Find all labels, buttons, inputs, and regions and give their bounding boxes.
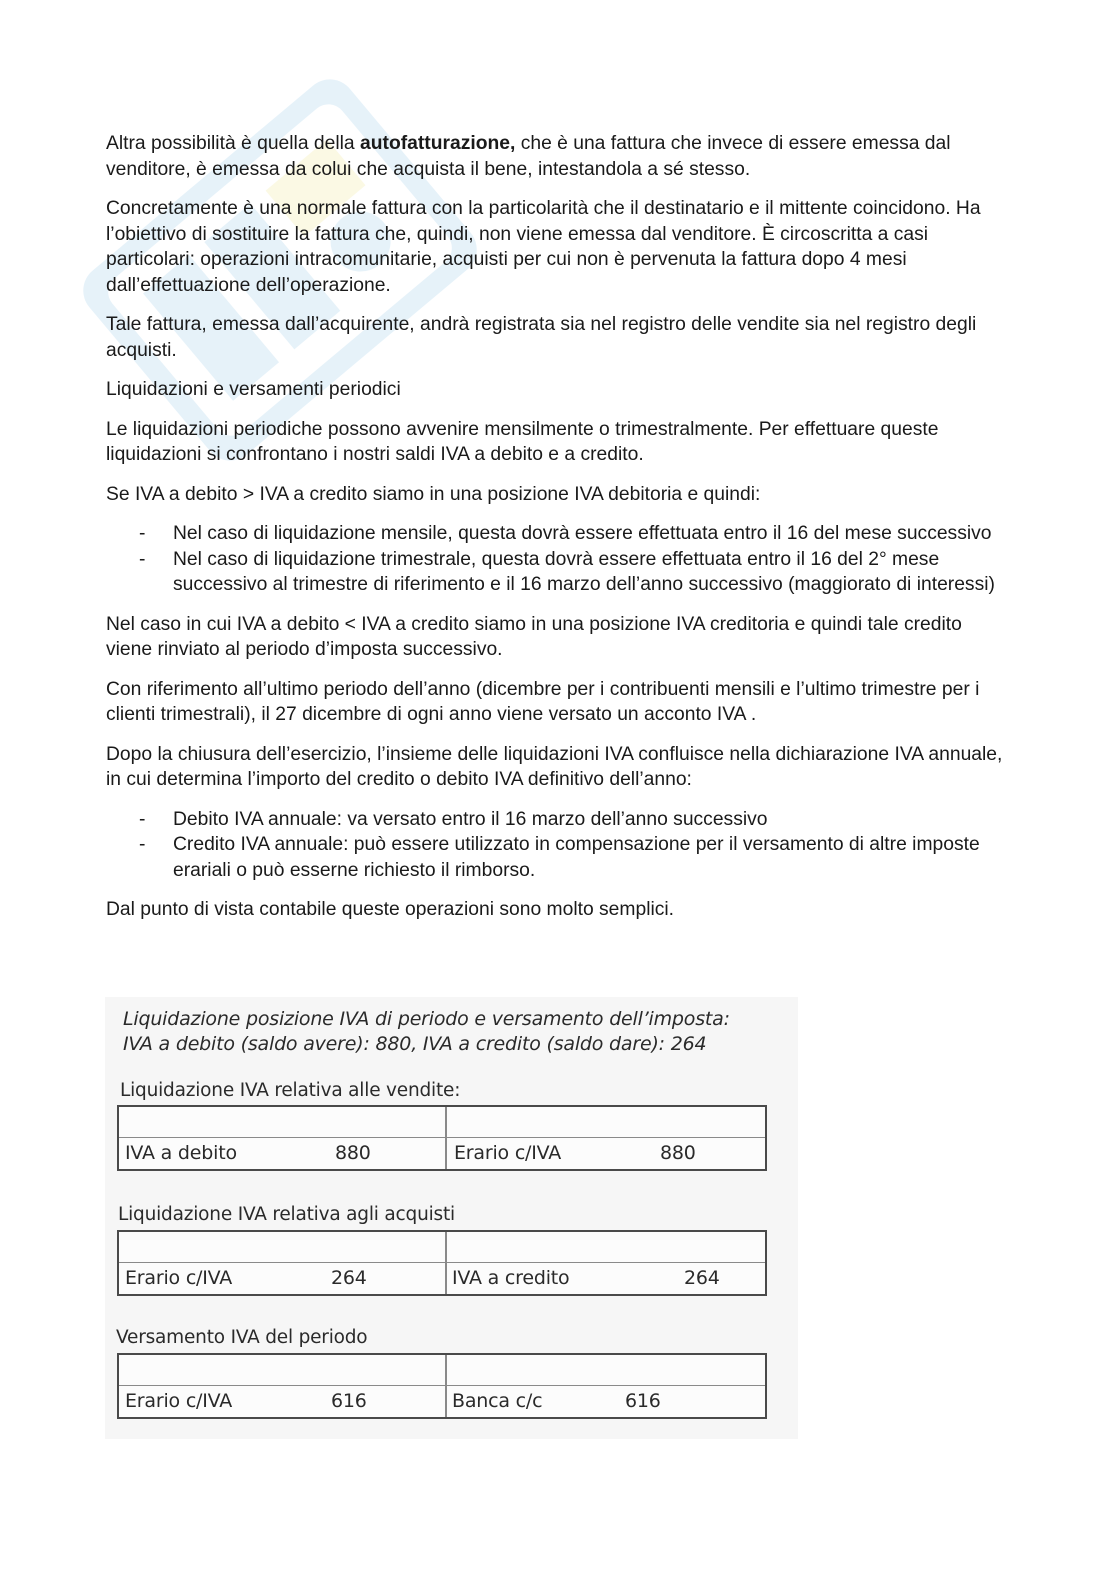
ledger-versamento (117, 1353, 767, 1419)
ledger-caption-acquisti: Liquidazione IVA relativa agli acquisti (118, 1204, 455, 1225)
paragraph-concretamente: Concretamente è una normale fattura con la particolarità che il destinatario e il mittente coincidono. Ha l’obiettivo di sostituire la fattura che, quindi, non viene emessa dal venditore. È circoscritta a casi particolari: operazioni intracomunitarie, acquisti per cui non è pervenuta la fattura dopo 4 mesi dall’effettuazione dell’operazione. (106, 198, 981, 296)
ledger-right-account: Banca c/c (452, 1390, 543, 1412)
ledger-right-account: IVA a credito (452, 1267, 570, 1289)
list-item: - Credito IVA annuale: può essere utilizzato in compensazione per il versamento di altre imposte erariali o può esserne richiesto il rimborso. (139, 834, 980, 881)
section-heading: Liquidazioni e versamenti periodici (106, 379, 401, 400)
paragraph-dichiarazione: Dopo la chiusura dell’esercizio, l’insieme delle liquidazioni IVA confluisce nella dichiarazione IVA annuale, in cui determina l’importo del credito o debito IVA definitivo dell’anno: (106, 743, 1003, 790)
ledger-figure (105, 997, 798, 1439)
paragraph-contabile: Dal punto di vista contabile queste operazioni sono molto semplici. (106, 899, 675, 920)
figure-intro: Liquidazione posizione IVA di periodo e versamento dell’imposta: IVA a debito (saldo avere): 880, IVA a credito (saldo dare): 264 (123, 1008, 730, 1055)
ledger-right-amount: 264 (684, 1267, 720, 1289)
list-debitoria (106, 521, 1011, 598)
ledger-right-account: Erario c/IVA (454, 1142, 562, 1164)
ledger-acquisti (117, 1230, 767, 1296)
ledger-right-amount: 616 (625, 1390, 661, 1412)
ledger-left-amount: 264 (331, 1267, 367, 1289)
paragraph-liquidazioni: Le liquidazioni periodiche possono avvenire mensilmente o trimestralmente. Per effettuare queste liquidazioni si confrontano i nostri saldi IVA a debito e a credito. (106, 418, 939, 465)
list-annuale (106, 807, 1011, 884)
ledger-left-account: Erario c/IVA (125, 1267, 233, 1289)
term-autofatturazione: autofatturazione, (360, 133, 516, 154)
list-item: - Nel caso di liquidazione trimestrale, questa dovrà essere effettuata entro il 16 del 2° mese successivo al trimestre di riferimento e il 16 marzo dell’anno successivo (maggiorato di interessi) (139, 548, 995, 595)
document-body (106, 131, 1011, 937)
ledger-left-amount: 616 (331, 1390, 367, 1412)
paragraph-autofatturazione: Altra possibilità è quella della autofatturazione, che è una fattura che invece di essere emessa dal venditore, è emessa da colui che acquista il bene, intestandola a sé stesso. (106, 133, 951, 180)
ledger-right-amount: 880 (660, 1142, 696, 1164)
paragraph-registrazione: Tale fattura, emessa dall’acquirente, andrà registrata sia nel registro delle vendite sia nel registro degli acquisti. (106, 314, 977, 361)
ledger-left-account: IVA a debito (125, 1142, 237, 1164)
list-item: - Debito IVA annuale: va versato entro il 16 marzo dell’anno successivo (139, 808, 768, 830)
ledger-caption-vendite: Liquidazione IVA relativa alle vendite: (120, 1080, 461, 1101)
ledger-left-amount: 880 (335, 1142, 371, 1164)
paragraph-creditoria: Nel caso in cui IVA a debito < IVA a credito siamo in una posizione IVA creditoria e quindi tale credito viene rinviato al periodo d’imposta successivo. (106, 613, 962, 660)
list-item: - Nel caso di liquidazione mensile, questa dovrà essere effettuata entro il 16 del mese successivo (139, 523, 992, 544)
ledger-left-account: Erario c/IVA (125, 1390, 233, 1412)
ledger-caption-versamento: Versamento IVA del periodo (116, 1327, 368, 1348)
paragraph-debitoria: Se IVA a debito > IVA a credito siamo in una posizione IVA debitoria e quindi: (106, 483, 761, 505)
paragraph-acconto: Con riferimento all’ultimo periodo dell’anno (dicembre per i contribuenti mensili e l’ultimo trimestre per i clienti trimestrali), il 27 dicembre di ogni anno viene versato un acconto IVA . (106, 678, 980, 725)
ledger-vendite (117, 1105, 767, 1171)
